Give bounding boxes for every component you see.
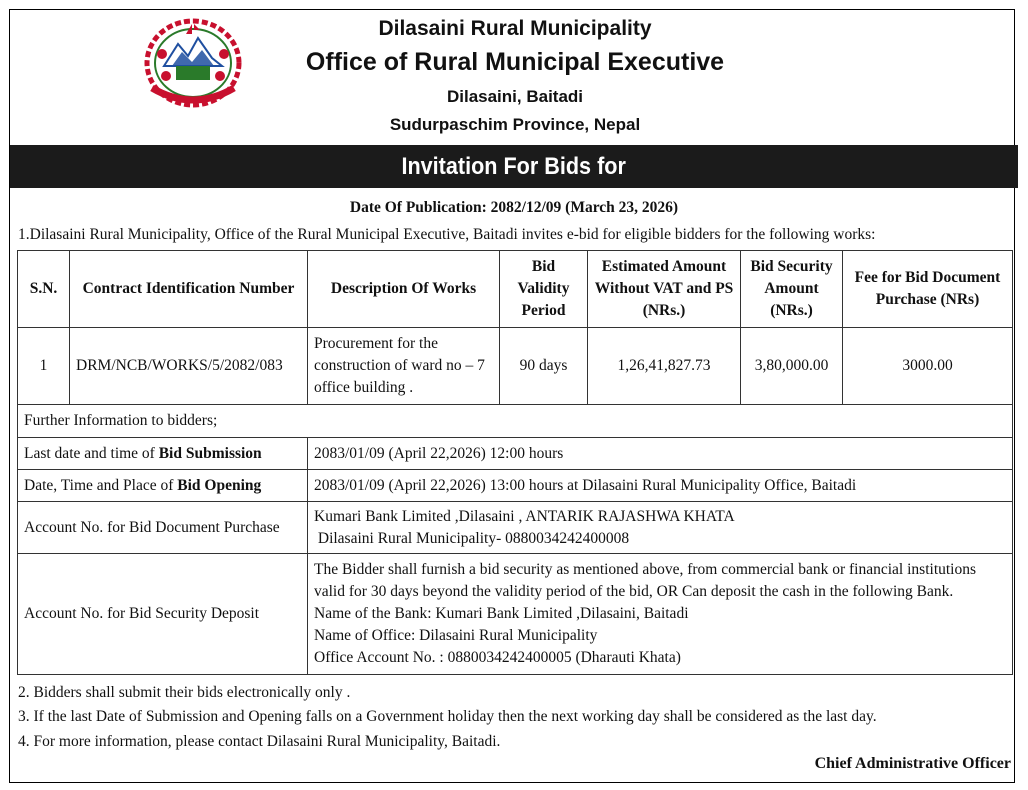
cell-fee: 3000.00 bbox=[843, 328, 1013, 405]
security-line2: valid for 30 days beyond the validity period of the bid, OR Can deposit the cash in the following Bank. bbox=[314, 583, 954, 600]
opening-row bbox=[18, 470, 1013, 502]
signature: Chief Administrative Officer bbox=[814, 755, 1011, 772]
office-name: Office of Rural Municipal Executive bbox=[305, 48, 725, 76]
intro-paragraph: 1.Dilasaini Rural Municipality, Office of the Rural Municipal Executive, Baitadi invites e-bid for eligible bidders for the following works: bbox=[18, 226, 876, 243]
submission-label-text: Last date and time of bbox=[24, 444, 159, 462]
account-purchase-value bbox=[308, 502, 1013, 554]
cell-contract-id: DRM/NCB/WORKS/5/2082/083 bbox=[70, 328, 308, 405]
municipality-name: Dilasaini Rural Municipality bbox=[378, 17, 652, 40]
submission-value: 2083/01/09 (April 22,2026) 12:00 hours bbox=[308, 438, 1013, 470]
note-3: 3. If the last Date of Submission and Opening falls on a Government holiday then the next working day shall be considered as the last day. bbox=[18, 708, 877, 725]
cell-sn: 1 bbox=[18, 328, 70, 405]
account-purchase-row bbox=[18, 502, 1013, 554]
cell-estimate: 1,26,41,827.73 bbox=[588, 328, 741, 405]
province-name: Sudurpaschim Province, Nepal bbox=[389, 115, 641, 134]
banner-title: Invitation For Bids for bbox=[401, 153, 627, 180]
account-purchase-label: Account No. for Bid Document Purchase bbox=[18, 502, 308, 554]
opening-value: 2083/01/09 (April 22,2026) 13:00 hours at Dilasaini Rural Municipality Office, Baitadi bbox=[308, 470, 1013, 502]
header-sn: S.N. bbox=[18, 251, 70, 328]
account-purchase-line2: Dilasaini Rural Municipality- 0880034242400008 bbox=[314, 529, 630, 547]
cell-description: Procurement for the construction of ward no – 7 office building . bbox=[308, 328, 500, 405]
notice-banner bbox=[10, 145, 1018, 188]
opening-label-bold: Bid Opening bbox=[177, 476, 262, 494]
security-line1: The Bidder shall furnish a bid security as mentioned above, from commercial bank or financial institutions bbox=[314, 561, 977, 578]
header-fee: Fee for Bid Document Purchase (NRs) bbox=[843, 251, 1013, 328]
cell-security: 3,80,000.00 bbox=[741, 328, 843, 405]
note-2: 2. Bidders shall submit their bids electronically only . bbox=[18, 684, 351, 701]
security-deposit-value bbox=[308, 554, 1013, 675]
note-4: 4. For more information, please contact Dilasaini Rural Municipality, Baitadi. bbox=[18, 733, 501, 750]
table-row bbox=[18, 328, 1013, 405]
security-line4: Name of Office: Dilasaini Rural Municipality bbox=[314, 627, 598, 644]
publication-date: Date Of Publication: 2082/12/09 (March 23, 2026) bbox=[349, 199, 679, 216]
security-line3: Name of the Bank: Kumari Bank Limited ,Dilasaini, Baitadi bbox=[314, 605, 689, 622]
header-estimate: Estimated Amount Without VAT and PS (NRs.) bbox=[588, 251, 741, 328]
header-description: Description Of Works bbox=[308, 251, 500, 328]
security-line5: Office Account No. : 0880034242400005 (Dharauti Khata) bbox=[314, 649, 681, 666]
account-purchase-line1: Kumari Bank Limited ,Dilasaini , ANTARIK RAJASHWA KHATA bbox=[314, 507, 735, 525]
submission-row bbox=[18, 438, 1013, 470]
opening-label-text: Date, Time and Place of bbox=[24, 476, 178, 494]
further-info-title: Further Information to bidders; bbox=[18, 405, 1013, 438]
further-info-row bbox=[18, 405, 1013, 438]
table-header-row bbox=[18, 251, 1013, 328]
bid-table-wrapper bbox=[17, 250, 1012, 675]
nepal-emblem-icon bbox=[142, 16, 244, 110]
submission-label-bold: Bid Submission bbox=[158, 444, 262, 462]
opening-label bbox=[18, 470, 308, 502]
bid-table bbox=[17, 250, 1013, 675]
header-contract-id: Contract Identification Number bbox=[70, 251, 308, 328]
security-deposit-label: Account No. for Bid Security Deposit bbox=[18, 554, 308, 675]
submission-label bbox=[18, 438, 308, 470]
cell-validity: 90 days bbox=[500, 328, 588, 405]
header-validity: Bid Validity Period bbox=[500, 251, 588, 328]
header-security: Bid Security Amount (NRs.) bbox=[741, 251, 843, 328]
office-location: Dilasaini, Baitadi bbox=[446, 87, 584, 106]
security-deposit-row bbox=[18, 554, 1013, 675]
